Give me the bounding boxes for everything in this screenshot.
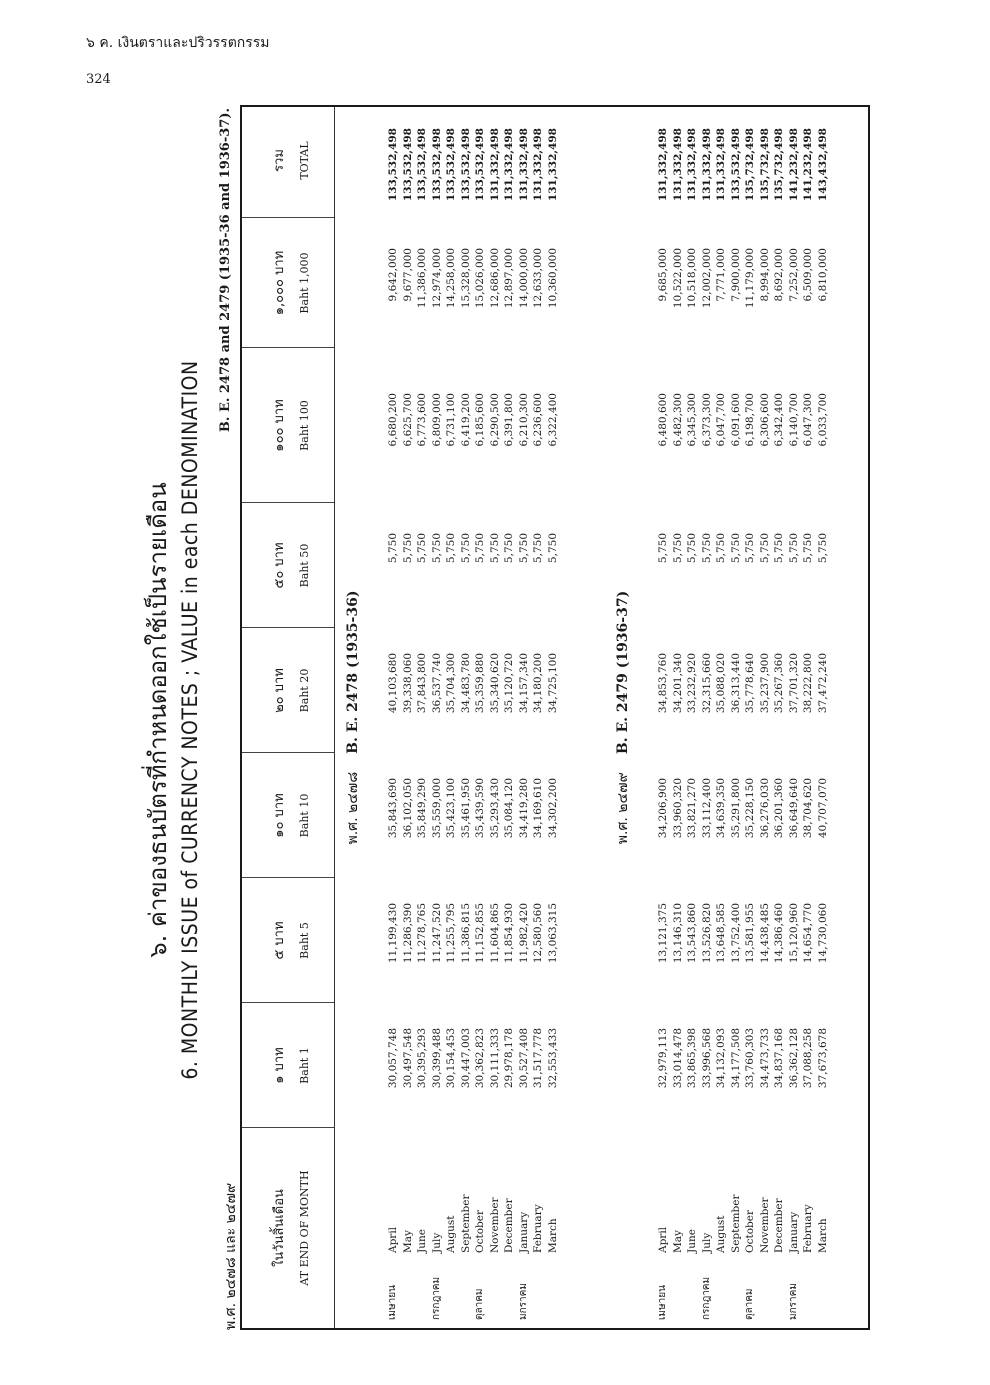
denomination-value: 5,750 [700,533,713,564]
column-header-thai: ในวันสิ้นเดือน [272,1189,287,1267]
denomination-value: 36,201,360 [773,778,785,839]
column-header-2 [242,878,334,1003]
denomination-value: 6,236,600 [532,393,544,447]
denomination-value: 5,750 [517,533,530,564]
denomination-value: 15,328,000 [459,248,472,309]
denomination-value: 34,302,200 [546,778,559,839]
month-english: July [430,1232,443,1253]
table-row [531,107,545,1328]
column-header-english: Baht 100 [298,400,311,451]
denomination-value: 6,625,700 [401,393,414,447]
month-english: June [416,1229,428,1253]
denomination-value: 10,360,000 [546,248,559,309]
table-row [700,107,714,1328]
denomination-value: 29,978,178 [503,1028,515,1089]
total-value: 143,432,498 [816,128,829,202]
month-english: March [816,1218,829,1253]
denomination-value: 6,185,600 [474,393,486,447]
month-english: July [700,1232,713,1253]
table-row [714,107,728,1328]
denomination-value: 11,854,930 [503,903,515,964]
denomination-value: 33,865,398 [686,1028,698,1089]
month-thai: มกราคม [517,1283,529,1320]
denomination-value: 14,258,000 [445,248,457,309]
total-value: 141,232,498 [802,128,814,202]
total-value: 133,532,498 [401,128,414,202]
column-header-7 [242,218,334,348]
denomination-value: 5,750 [787,533,800,564]
denomination-value: 9,642,000 [387,248,399,302]
denomination-value: 36,649,640 [787,778,800,839]
denomination-value: 11,152,855 [474,903,486,964]
table-row [743,107,757,1328]
currency-table [240,105,870,1330]
month-english: August [445,1215,457,1253]
month-english: June [686,1229,698,1253]
denomination-value: 6,480,600 [657,393,669,447]
table-row [386,107,400,1328]
table-row [656,107,670,1328]
denomination-value: 6,091,600 [729,393,742,447]
title-thai: ๖. ค่าของธนบัตรที่กำหนดออกใช้เป็นรายเดือน [144,482,172,958]
denomination-value: 5,750 [445,533,457,564]
month-english: January [517,1211,530,1253]
denomination-value: 6,306,600 [758,393,771,447]
total-value: 133,532,498 [474,128,486,202]
denomination-value: 6,809,000 [430,393,443,447]
denomination-value: 12,974,000 [430,248,443,309]
denomination-value: 36,313,440 [729,653,742,714]
denomination-value: 5,750 [686,533,698,564]
years-thai: พ.ศ. ๒๔๗๘ และ ๒๔๗๙ [223,1182,239,1330]
denomination-value: 30,447,003 [459,1028,472,1089]
month-thai: มกราคม [787,1283,799,1320]
total-value: 131,332,498 [517,128,530,202]
denomination-value: 6,033,700 [816,393,829,447]
denomination-value: 5,750 [657,533,669,564]
denomination-value: 13,752,400 [729,903,742,964]
month-english: November [758,1197,771,1253]
column-header-english: Baht 50 [298,543,311,588]
table-row [816,107,830,1328]
table-row [401,107,415,1328]
denomination-value: 13,648,585 [715,903,727,964]
denomination-value: 34,473,733 [758,1028,771,1089]
month-english: August [715,1215,727,1253]
denomination-value: 6,322,400 [546,393,559,447]
month-english: October [744,1210,756,1253]
month-english: November [488,1197,501,1253]
month-thai: กรกฎาคม [700,1276,712,1320]
total-value: 131,332,498 [503,128,515,202]
denomination-value: 35,293,430 [488,778,501,839]
denomination-value: 5,750 [546,533,559,564]
total-value: 133,532,498 [459,128,472,202]
month-english: April [657,1226,669,1253]
denomination-value: 11,247,520 [430,903,443,964]
month-english: December [773,1198,785,1253]
table-row [787,107,801,1328]
denomination-value: 5,750 [387,533,399,564]
column-header-thai: ๑๐ บาท [272,793,287,838]
month-english: February [802,1204,814,1253]
column-divider [242,877,334,878]
denomination-value: 11,982,420 [517,903,530,964]
month-english: September [729,1194,742,1253]
denomination-value: 5,750 [416,533,428,564]
denomination-value: 7,900,000 [729,248,742,302]
denomination-value: 36,537,740 [430,653,443,714]
denomination-value: 11,278,765 [416,903,428,964]
denomination-value: 12,580,560 [532,903,544,964]
denomination-value: 12,897,000 [503,248,515,309]
denomination-value: 34,837,168 [773,1028,785,1089]
denomination-value: 33,014,478 [671,1028,684,1089]
denomination-value: 34,169,610 [532,778,544,839]
total-value: 131,332,498 [686,128,698,202]
month-thai: เมษายน [657,1285,668,1320]
month-english: May [671,1230,684,1253]
denomination-value: 12,686,000 [488,248,501,309]
table-header-row [242,107,335,1328]
denomination-value: 5,750 [488,533,501,564]
denomination-value: 11,604,865 [488,903,501,964]
denomination-value: 30,111,333 [488,1028,501,1089]
section-title [612,107,634,1328]
total-value: 131,332,498 [546,128,559,202]
column-header-english: AT END OF MONTH [298,1170,311,1286]
denomination-value: 5,750 [773,533,785,564]
denomination-value: 35,559,000 [430,778,443,839]
denomination-value: 5,750 [430,533,443,564]
denomination-value: 5,750 [816,533,829,564]
denomination-value: 38,222,800 [802,653,814,714]
month-english: May [401,1230,414,1253]
denomination-value: 5,750 [503,533,515,564]
denomination-value: 35,291,800 [729,778,742,839]
denomination-value: 13,543,860 [686,903,698,964]
column-header-1 [242,1003,334,1128]
table-row [502,107,516,1328]
column-divider [242,502,334,503]
month-english: January [787,1211,800,1253]
denomination-value: 31,517,778 [532,1028,544,1089]
table-row [430,107,444,1328]
column-header-8 [242,103,334,218]
denomination-value: 34,853,760 [657,653,669,714]
column-header-english: Baht 20 [298,668,311,713]
denomination-value: 13,526,820 [700,903,713,964]
denomination-value: 6,290,500 [488,393,501,447]
denomination-value: 35,088,020 [715,653,727,714]
denomination-value: 34,177,508 [729,1028,742,1089]
total-value: 131,332,498 [671,128,684,202]
table-row [415,107,429,1328]
denomination-value: 5,750 [744,533,756,564]
month-english: April [387,1226,399,1253]
denomination-value: 6,373,300 [700,393,713,447]
denomination-value: 34,206,900 [657,778,669,839]
column-header-english: Baht 1,000 [298,252,311,314]
denomination-value: 32,553,433 [546,1028,559,1089]
column-divider [242,347,334,348]
denomination-value: 34,639,350 [715,778,727,839]
month-thai: เมษายน [387,1285,398,1320]
denomination-value: 15,026,000 [474,248,486,309]
column-divider [242,217,334,218]
total-value: 135,732,498 [773,128,785,202]
table-row [671,107,685,1328]
denomination-value: 33,760,303 [744,1028,756,1089]
column-header-0 [242,1128,334,1328]
section-title [342,107,364,1328]
denomination-value: 33,821,270 [686,778,698,839]
month-english: March [546,1218,559,1253]
denomination-value: 35,843,690 [387,778,399,839]
denomination-value: 6,680,200 [387,393,399,447]
denomination-value: 6,210,300 [517,393,530,447]
denomination-value: 11,255,795 [445,903,457,964]
denomination-value: 35,340,620 [488,653,501,714]
denomination-value: 6,482,300 [671,393,684,447]
table-row [517,107,531,1328]
column-header-thai: ๑๐๐ บาท [272,399,287,452]
total-value: 131,332,498 [532,128,544,202]
section-title-thai: พ.ศ. ๒๔๗๙ [615,772,631,845]
title-english: 6. MONTHLY ISSUE of CURRENCY NOTES ; VALUE in each DENOMINATION [178,360,202,1080]
denomination-value: 33,996,568 [700,1028,713,1089]
denomination-value: 40,103,680 [387,653,399,714]
denomination-value: 38,704,620 [802,778,814,839]
table-row [685,107,699,1328]
month-english: October [474,1210,486,1253]
denomination-value: 6,345,300 [686,393,698,447]
denomination-value: 33,232,920 [686,653,698,714]
denomination-value: 36,102,050 [401,778,414,839]
denomination-value: 37,843,800 [416,653,428,714]
page-number: 324 [86,72,111,87]
column-divider [242,627,334,628]
denomination-value: 10,518,000 [686,248,698,309]
denomination-value: 10,522,000 [671,248,684,309]
month-english: September [459,1194,472,1253]
table-row [473,107,487,1328]
denomination-value: 14,386,460 [773,903,785,964]
denomination-value: 6,810,000 [816,248,829,302]
denomination-value: 30,395,293 [416,1028,428,1089]
table-row [444,107,458,1328]
column-header-english: Baht 5 [298,922,311,959]
column-header-6 [242,348,334,503]
denomination-value: 6,140,700 [787,393,800,447]
denomination-value: 6,509,000 [802,248,814,302]
denomination-value: 34,201,340 [671,653,684,714]
denomination-value: 33,112,400 [700,778,713,839]
table-row [546,107,560,1328]
denomination-value: 35,084,120 [503,778,515,839]
denomination-value: 14,730,060 [816,903,829,964]
denomination-value: 8,692,000 [773,248,785,302]
denomination-value: 5,750 [671,533,684,564]
column-header-3 [242,753,334,878]
total-value: 131,332,498 [715,128,727,202]
column-header-thai: รวม [272,149,287,172]
denomination-value: 34,132,093 [715,1028,727,1089]
denomination-value: 7,252,000 [787,248,800,302]
rotated-table-page [120,70,880,1370]
month-english: February [532,1204,544,1253]
table-row [459,107,473,1328]
denomination-value: 9,677,000 [401,248,414,302]
column-header-4 [242,628,334,753]
denomination-value: 35,120,720 [503,653,515,714]
denomination-value: 32,315,660 [700,653,713,714]
denomination-value: 30,399,488 [430,1028,443,1089]
table-row [758,107,772,1328]
denomination-value: 5,750 [401,533,414,564]
denomination-value: 14,438,485 [758,903,771,964]
table-row [488,107,502,1328]
column-header-thai: ๕๐ บาท [272,542,287,589]
denomination-value: 14,654,770 [802,903,814,964]
denomination-value: 35,461,950 [459,778,472,839]
denomination-value: 15,120,960 [787,903,800,964]
denomination-value: 37,088,258 [802,1028,814,1089]
denomination-value: 34,483,780 [459,653,472,714]
denomination-value: 35,704,300 [445,653,457,714]
total-value: 133,532,498 [387,128,399,202]
total-value: 135,732,498 [744,128,756,202]
column-divider [242,1002,334,1003]
total-value: 131,332,498 [700,128,713,202]
denomination-value: 35,423,100 [445,778,457,839]
denomination-value: 6,419,200 [459,393,472,447]
denomination-value: 6,047,700 [715,393,727,447]
total-value: 131,332,498 [657,128,669,202]
month-thai: กรกฎาคม [430,1276,442,1320]
denomination-value: 11,199,430 [387,903,399,964]
denomination-value: 6,342,400 [773,393,785,447]
denomination-value: 33,960,320 [671,778,684,839]
denomination-value: 35,228,150 [744,778,756,839]
denomination-value: 6,731,100 [445,393,457,447]
denomination-value: 37,673,678 [816,1028,829,1089]
column-header-english: Baht 10 [298,793,311,838]
table-row [801,107,815,1328]
page-header: ๖ ค. เงินตราและปริวรรตกรรม [86,35,270,51]
denomination-value: 12,633,000 [532,248,544,309]
denomination-value: 12,002,000 [700,248,713,309]
denomination-value: 11,386,815 [459,903,472,964]
denomination-value: 30,362,823 [474,1028,486,1089]
denomination-value: 36,362,128 [787,1028,800,1089]
column-header-5 [242,503,334,628]
denomination-value: 30,057,748 [387,1028,399,1089]
total-value: 133,532,498 [445,128,457,202]
column-header-thai: ๒๐ บาท [272,668,287,713]
denomination-value: 13,146,310 [671,903,684,964]
total-value: 133,532,498 [416,128,428,202]
column-divider [242,752,334,753]
section-title-english: B. E. 2479 (1936-37) [615,590,631,755]
month-english: December [503,1198,515,1253]
denomination-value: 35,359,880 [474,653,486,714]
denomination-value: 5,750 [474,533,486,564]
denomination-value: 35,267,360 [773,653,785,714]
denomination-value: 36,276,030 [758,778,771,839]
denomination-value: 34,419,280 [517,778,530,839]
denomination-value: 35,237,900 [758,653,771,714]
denomination-value: 11,386,000 [416,248,428,309]
denomination-value: 34,157,340 [517,653,530,714]
column-header-english: Baht 1 [298,1047,311,1084]
denomination-value: 30,527,408 [517,1028,530,1089]
month-thai: ตุลาคม [474,1288,485,1320]
month-thai: ตุลาคม [744,1288,755,1320]
denomination-value: 13,121,375 [657,903,669,964]
denomination-value: 6,773,600 [416,393,428,447]
denomination-value: 37,701,320 [787,653,800,714]
denomination-value: 6,198,700 [744,393,756,447]
section-title-english: B. E. 2478 (1935-36) [345,590,361,754]
denomination-value: 34,725,100 [546,653,559,714]
total-value: 135,732,498 [758,128,771,202]
total-value: 131,332,498 [488,128,501,202]
denomination-value: 30,154,453 [445,1028,457,1089]
years-english: B. E. 2478 and 2479 (1935-36 and 1936-37). [218,108,233,433]
denomination-value: 5,750 [758,533,771,564]
table-row [729,107,743,1328]
denomination-value: 14,000,000 [517,248,530,309]
column-header-thai: ๑,๐๐๐ บาท [272,250,287,316]
column-header-thai: ๑ บาท [272,1047,287,1084]
column-divider [242,1127,334,1128]
denomination-value: 5,750 [715,533,727,564]
denomination-value: 40,707,070 [816,778,829,839]
denomination-value: 32,979,113 [657,1028,669,1089]
denomination-value: 13,063,315 [546,903,559,964]
denomination-value: 13,581,955 [744,903,756,964]
section-title-thai: พ.ศ. ๒๔๗๘ [345,771,361,845]
denomination-value: 8,994,000 [758,248,771,302]
denomination-value: 5,750 [459,533,472,564]
denomination-value: 5,750 [729,533,742,564]
denomination-value: 5,750 [802,533,814,564]
column-header-thai: ๕ บาท [272,921,287,960]
denomination-value: 9,685,000 [657,248,669,302]
denomination-value: 11,286,390 [401,903,414,964]
denomination-value: 5,750 [532,533,544,564]
denomination-value: 6,391,800 [503,393,515,447]
denomination-value: 35,778,640 [744,653,756,714]
total-value: 133,532,498 [729,128,742,202]
column-header-english: TOTAL [298,141,311,180]
denomination-value: 34,180,200 [532,653,544,714]
denomination-value: 6,047,300 [802,393,814,447]
denomination-value: 39,338,060 [401,653,414,714]
total-value: 141,232,498 [787,128,800,202]
denomination-value: 35,439,590 [474,778,486,839]
total-value: 133,532,498 [430,128,443,202]
denomination-value: 35,849,290 [416,778,428,839]
table-row [772,107,786,1328]
denomination-value: 11,179,000 [744,248,756,309]
denomination-value: 37,472,240 [816,653,829,714]
denomination-value: 7,771,000 [715,248,727,302]
denomination-value: 30,497,548 [401,1028,414,1089]
